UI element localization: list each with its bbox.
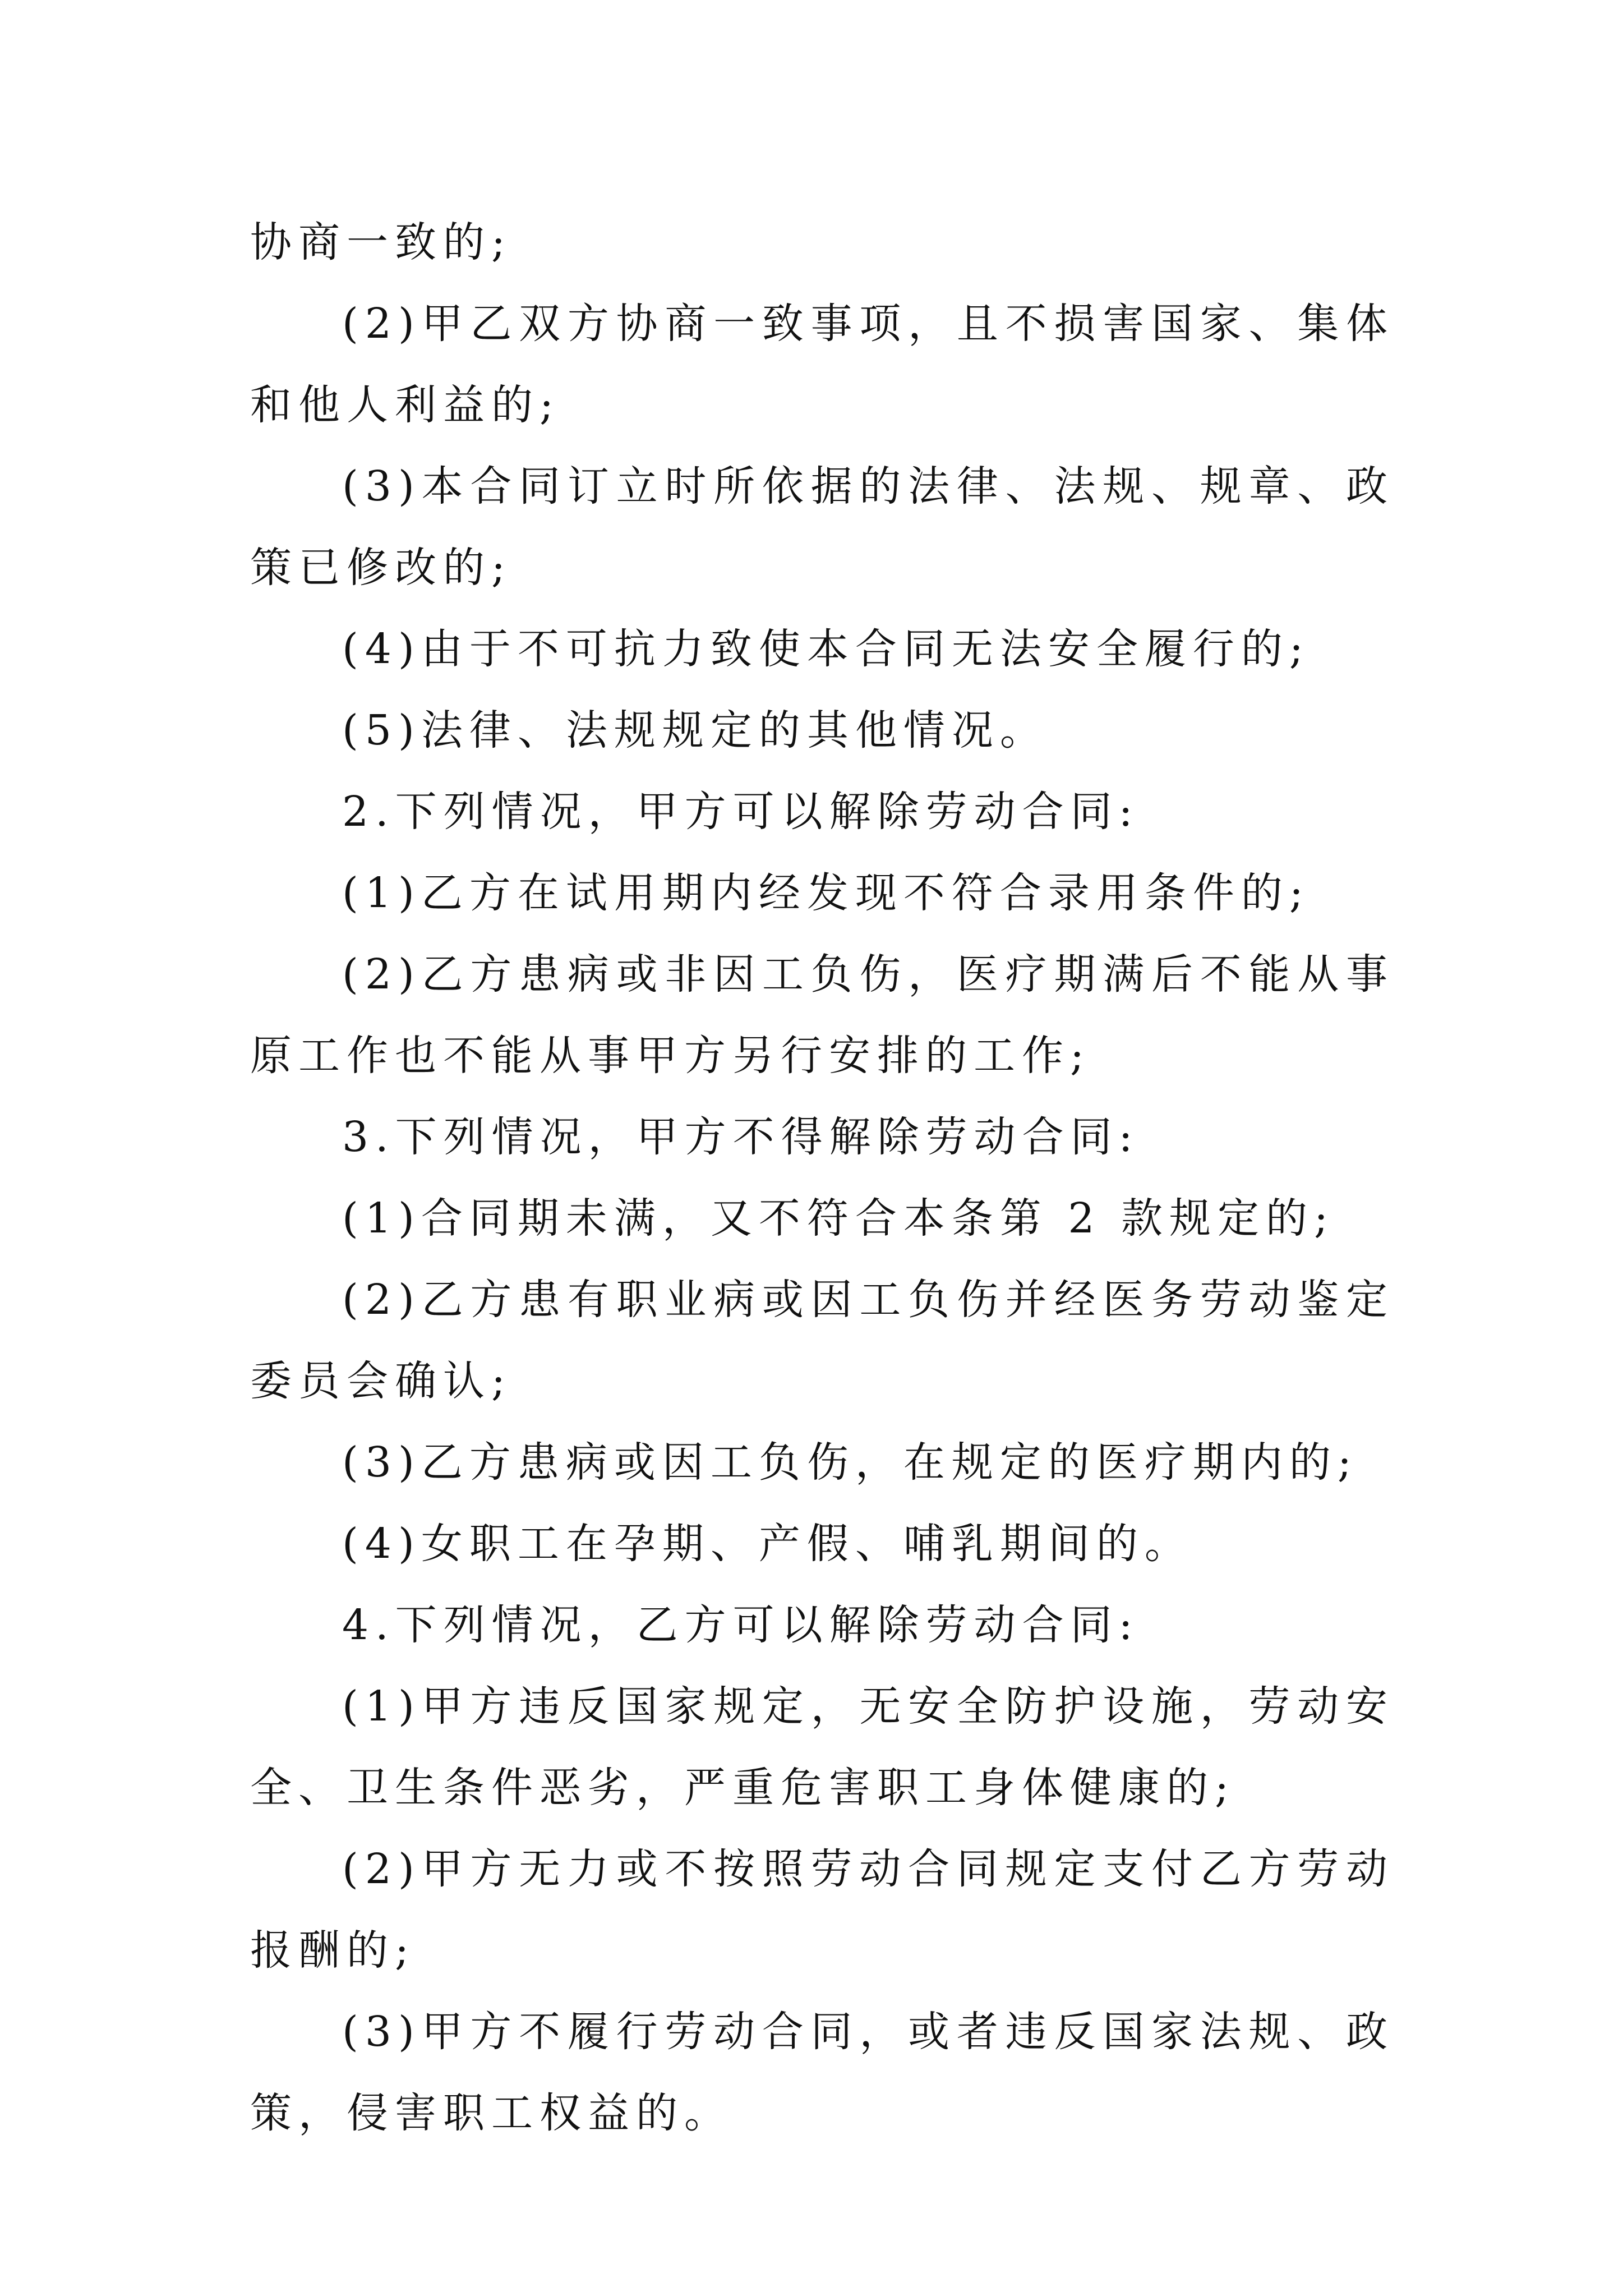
- paragraph: (4)由于不可抗力致使本合同无法安全履行的;: [342, 625, 1310, 673]
- paragraph: (2)甲方无力或不按照劳动合同规定支付乙方劳动报酬的;: [250, 1845, 1394, 1975]
- section-heading: 3.下列情况，甲方不得解除劳动合同:: [342, 1113, 1140, 1161]
- paragraph: (2)乙方患有职业病或因工负伤并经医务劳动鉴定委员会确认;: [250, 1276, 1394, 1405]
- paragraph: (4)女职工在孕期、产假、哺乳期间的。: [342, 1520, 1193, 1568]
- paragraph: (1)合同期未满，又不符合本条第 2 款规定的;: [342, 1194, 1335, 1243]
- paragraph: (2)乙方患病或非因工负伤，医疗期满后不能从事原工作也不能从事甲方另行安排的工作;: [250, 950, 1394, 1080]
- paragraph: (2)甲乙双方协商一致事项，且不损害国家、集体和他人利益的;: [250, 300, 1394, 429]
- paragraph: (3)本合同订立时所依据的法律、法规、规章、政策已修改的;: [250, 462, 1394, 592]
- paragraph: (3)甲方不履行劳动合同，或者违反国家法规、政策，侵害职工权益的。: [250, 2008, 1394, 2137]
- paragraph: (1)乙方在试用期内经发现不符合录用条件的;: [342, 869, 1310, 917]
- paragraph: (3)乙方患病或因工负伤，在规定的医疗期内的;: [342, 1438, 1358, 1487]
- paragraph: (5)法律、法规规定的其他情况。: [342, 706, 1048, 754]
- paragraph: (1)甲方违反国家规定，无安全防护设施，劳动安全、卫生条件恶劣，严重危害职工身体健康的;: [250, 1682, 1394, 1812]
- section-heading: 4.下列情况，乙方可以解除劳动合同:: [342, 1601, 1140, 1649]
- document-body: [250, 202, 1394, 2154]
- paragraph: 协商一致的;: [250, 218, 512, 266]
- section-heading: 2.下列情况，甲方可以解除劳动合同:: [342, 788, 1140, 836]
